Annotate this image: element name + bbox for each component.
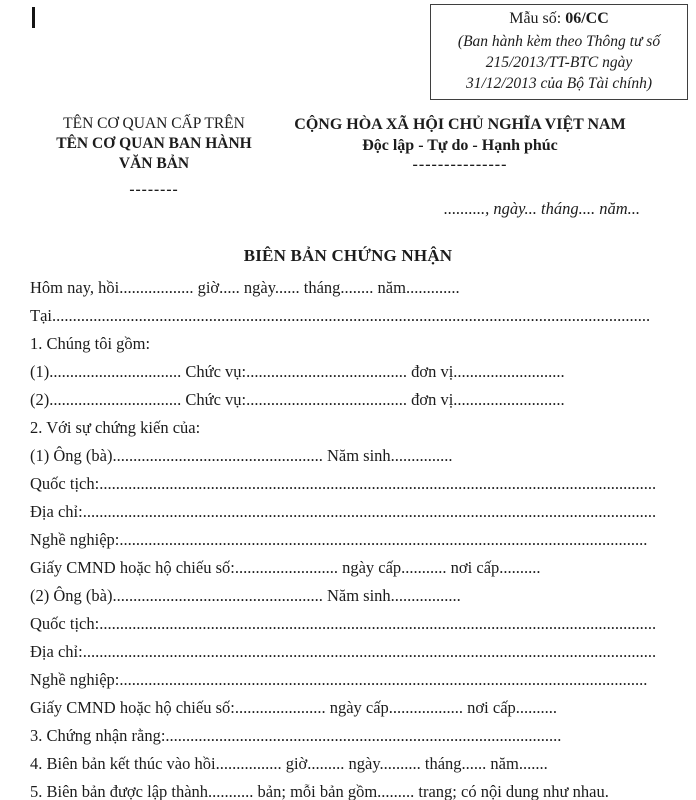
national-separator: --------------- xyxy=(412,156,508,173)
national-motto: Độc lập - Tự do - Hạnh phúc xyxy=(362,137,558,154)
form-line-witness2-id: Giấy CMND hoặc hộ chiếu số:...................... ngày cấp.................. nơi cấp.......... xyxy=(30,698,558,717)
agency-name-line1: TÊN CƠ QUAN BAN HÀNH xyxy=(56,135,252,152)
form-line-witness1-nationality: Quốc tịch:....................................................................................................................................... xyxy=(30,474,657,493)
form-line-witness1-name: (1) Ông (bà)................................................... Năm sinh............... xyxy=(30,446,453,465)
national-title: CỘNG HÒA XÃ HỘI CHỦ NGHĨA VIỆT NAM xyxy=(294,116,626,133)
form-line-member-1: (1)................................ Chức vụ:....................................... đơn vị........................... xyxy=(30,362,565,381)
form-section-4: 4. Biên bản kết thúc vào hồi................ giờ......... ngày.......... tháng...... năm....... xyxy=(30,754,548,773)
form-section-2: 2. Với sự chứng kiến của: xyxy=(30,418,201,437)
form-line-witness2-occupation: Nghề nghiệp:................................................................................................................................ xyxy=(30,670,648,689)
note-line: (Ban hành kèm theo Thông tư số xyxy=(457,33,661,50)
document-title: BIÊN BẢN CHỨNG NHẬN xyxy=(243,246,453,265)
text-cursor xyxy=(32,7,35,28)
form-line-witness2-nationality: Quốc tịch:....................................................................................................................................... xyxy=(30,614,657,633)
issuing-agency-block xyxy=(18,114,290,198)
form-line-witness2-name: (2) Ông (bà)................................................... Năm sinh................. xyxy=(30,586,461,605)
agency-parent-name: TÊN CƠ QUAN CẤP TRÊN xyxy=(63,115,245,132)
form-issuance-note xyxy=(435,31,683,94)
form-line-member-2: (2)................................ Chức vụ:....................................... đơn vị........................... xyxy=(30,390,565,409)
agency-name-line2: VĂN BẢN xyxy=(118,155,190,172)
form-number-value: 06/CC xyxy=(565,10,609,27)
form-line-location: Tại................................................................................................................................................. xyxy=(30,306,651,325)
form-line-witness1-address: Địa chỉ:........................................................................................................................................... xyxy=(30,502,657,521)
note-line: 215/2013/TT-BTC ngày xyxy=(485,54,633,71)
form-number xyxy=(435,8,683,29)
form-line-witness2-address: Địa chỉ:........................................................................................................................................... xyxy=(30,642,657,661)
national-motto-block xyxy=(276,114,644,172)
form-line-witness1-occupation: Nghề nghiệp:................................................................................................................................ xyxy=(30,530,648,549)
form-number-box xyxy=(430,4,688,100)
form-line-time: Hôm nay, hồi.................. giờ..... ngày...... tháng........ năm............. xyxy=(30,278,460,297)
form-number-label: Mẫu số: xyxy=(509,10,562,27)
form-line-witness1-id: Giấy CMND hoặc hộ chiếu số:......................... ngày cấp........... nơi cấp.......... xyxy=(30,558,541,577)
form-section-5: 5. Biên bản được lập thành........... bản; mỗi bản gồm......... trang; có nội dung như nhau. xyxy=(30,782,609,800)
date-place-line: .........., ngày... tháng.... năm... xyxy=(443,199,640,218)
form-section-1: 1. Chúng tôi gồm: xyxy=(30,334,151,353)
note-line: 31/12/2013 của Bộ Tài chính) xyxy=(466,75,652,92)
form-section-3: 3. Chứng nhận rằng:................................................................................................ xyxy=(30,726,562,745)
document-body xyxy=(30,274,682,800)
agency-separator: -------- xyxy=(129,181,179,198)
